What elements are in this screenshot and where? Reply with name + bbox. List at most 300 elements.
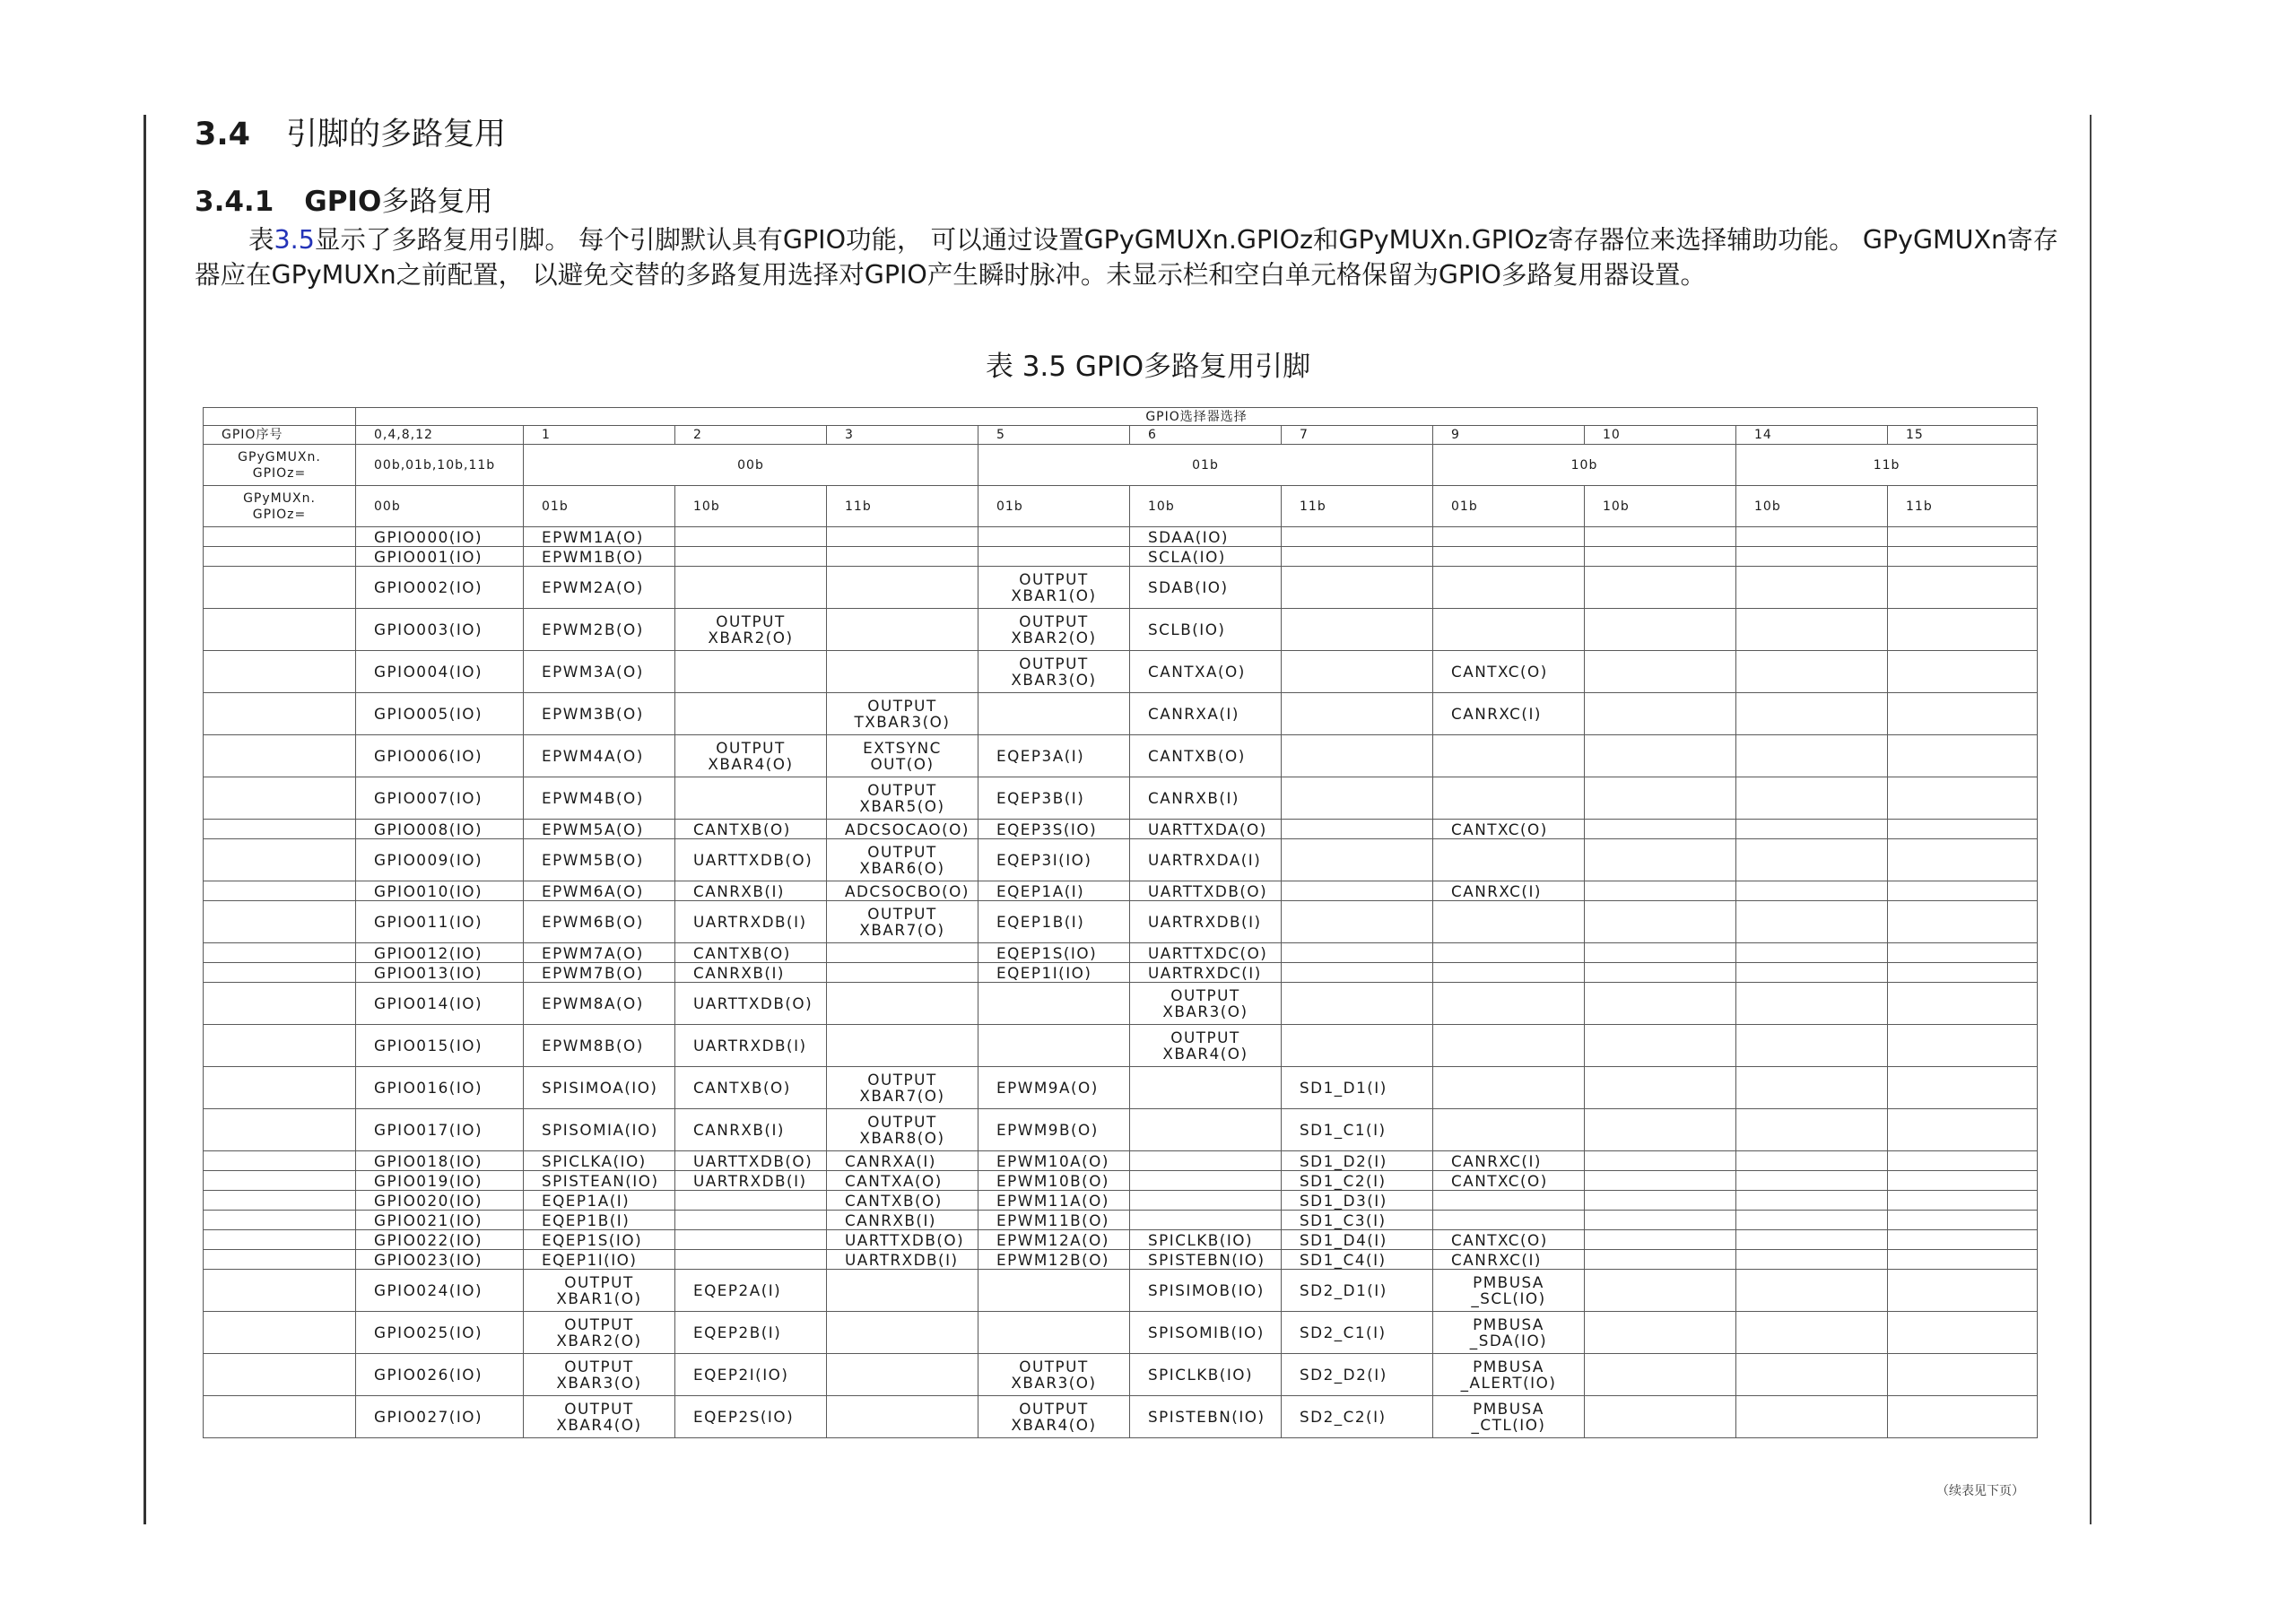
function-cell [1585,567,1736,609]
gpio-name-cell: GPIO024(IO) [356,1270,524,1312]
row-blank-cell [204,983,356,1025]
function-cell [1736,839,1888,881]
table-row [204,651,2038,693]
function-cell [978,1270,1130,1312]
table-row [204,881,2038,901]
function-cell: CANTXA(O) [827,1171,978,1191]
function-cell: EPWM6B(O) [524,901,675,943]
function-cell: EQEP1S(IO) [524,1230,675,1250]
row-blank-cell [204,651,356,693]
gpio-name-cell: GPIO023(IO) [356,1250,524,1270]
function-cell: EPWM10B(O) [978,1171,1130,1191]
function-cell: EPWM10A(O) [978,1151,1130,1171]
function-cell: OUTPUT XBAR4(O) [675,735,827,777]
function-cell [978,693,1130,735]
table-row [204,547,2038,567]
function-cell: UARTRXDB(I) [675,1025,827,1067]
function-cell: EQEP2I(IO) [675,1354,827,1396]
function-cell: EPWM4A(O) [524,735,675,777]
row-blank-cell [204,547,356,567]
function-cell [1585,1025,1736,1067]
table-row [204,1250,2038,1270]
gpio-name-cell: GPIO009(IO) [356,839,524,881]
function-cell [1130,1171,1282,1191]
function-cell: EPWM5A(O) [524,820,675,839]
row-blank-cell [204,1191,356,1211]
function-cell: OUTPUT XBAR6(O) [827,839,978,881]
function-cell: SDAB(IO) [1130,567,1282,609]
function-cell [827,1270,978,1312]
row-blank-cell [204,735,356,777]
function-cell [1585,943,1736,963]
function-cell: ADCSOCBO(O) [827,881,978,901]
mux-cell: 10b [675,486,827,527]
function-cell [1736,1312,1888,1354]
function-cell [827,547,978,567]
function-cell: EQEP1B(I) [978,901,1130,943]
function-cell: UARTTXDB(O) [675,839,827,881]
function-cell: EQEP2B(I) [675,1312,827,1354]
function-cell: OUTPUT XBAR3(O) [524,1354,675,1396]
function-cell [675,567,827,609]
gpio-name-cell: GPIO020(IO) [356,1191,524,1211]
function-cell [1282,820,1433,839]
function-cell: OUTPUT XBAR4(O) [524,1396,675,1438]
function-cell: EPWM2B(O) [524,609,675,651]
function-cell [1282,963,1433,983]
gpio-name-cell: GPIO000(IO) [356,527,524,547]
function-cell [1130,1191,1282,1211]
row-blank-cell [204,901,356,943]
mux-cell: 11b [1888,486,2038,527]
gpio-name-cell: GPIO027(IO) [356,1396,524,1438]
function-cell [1736,963,1888,983]
function-cell: EPWM1B(O) [524,547,675,567]
function-cell [1736,881,1888,901]
function-cell: EQEP3A(I) [978,735,1130,777]
function-cell [1433,1109,1585,1151]
row-blank-cell [204,943,356,963]
function-cell: EQEP3I(IO) [978,839,1130,881]
function-cell [1736,1067,1888,1109]
function-cell [675,547,827,567]
function-cell: SD2_C2(I) [1282,1396,1433,1438]
function-cell: EPWM2A(O) [524,567,675,609]
gpio-name-cell: GPIO022(IO) [356,1230,524,1250]
function-cell [675,651,827,693]
function-cell [1736,943,1888,963]
function-cell: EPWM6A(O) [524,881,675,901]
function-cell [675,1230,827,1250]
function-cell: EQEP3S(IO) [978,820,1130,839]
gpio-name-cell: GPIO013(IO) [356,963,524,983]
function-cell: EPWM11A(O) [978,1191,1130,1211]
function-cell [1130,1109,1282,1151]
table-row [204,839,2038,881]
function-cell [1282,651,1433,693]
index-cell: 9 [1433,426,1585,445]
function-cell [1282,839,1433,881]
function-cell [1736,567,1888,609]
function-cell: EPWM3A(O) [524,651,675,693]
row-blank-cell [204,1312,356,1354]
function-cell: SD1_C3(I) [1282,1211,1433,1230]
table-row [204,983,2038,1025]
function-cell [1888,1312,2038,1354]
row-blank-cell [204,1230,356,1250]
table-reference-link[interactable]: 3.5 [274,225,315,255]
header-blank-cell [204,408,356,426]
function-cell [827,651,978,693]
function-cell [1282,547,1433,567]
function-cell: EPWM3B(O) [524,693,675,735]
row-blank-cell [204,881,356,901]
function-cell: SD1_D3(I) [1282,1191,1433,1211]
function-cell: CANTXC(O) [1433,1171,1585,1191]
function-cell [1736,777,1888,820]
function-cell: SPISTEBN(IO) [1130,1250,1282,1270]
function-cell: OUTPUT XBAR3(O) [978,1354,1130,1396]
function-cell: SPISTEAN(IO) [524,1171,675,1191]
gpio-name-cell: GPIO015(IO) [356,1025,524,1067]
left-margin-rule [144,115,146,1524]
function-cell: UARTTXDA(O) [1130,820,1282,839]
index-label-cell: GPIO序号 [204,426,356,445]
function-cell: CANTXC(O) [1433,651,1585,693]
function-cell [1888,1250,2038,1270]
function-cell [978,547,1130,567]
function-cell: CANRXA(I) [827,1151,978,1171]
function-cell: EPWM12A(O) [978,1230,1130,1250]
row-blank-cell [204,1396,356,1438]
function-cell [1433,1211,1585,1230]
table-row [204,1211,2038,1230]
function-cell [1888,1396,2038,1438]
function-cell [1282,567,1433,609]
function-cell: CANRXB(I) [1130,777,1282,820]
function-cell: UARTRXDC(I) [1130,963,1282,983]
function-cell [827,943,978,963]
row-blank-cell [204,1171,356,1191]
function-cell: CANRXA(I) [1130,693,1282,735]
function-cell: EPWM7B(O) [524,963,675,983]
function-cell: EPWM9B(O) [978,1109,1130,1151]
table-row [204,1312,2038,1354]
function-cell [1736,1270,1888,1312]
index-cell: 1 [524,426,675,445]
function-cell: EPWM9A(O) [978,1067,1130,1109]
function-cell: CANRXC(I) [1433,881,1585,901]
function-cell [1888,1025,2038,1067]
function-cell: UARTRXDB(I) [675,1171,827,1191]
gmux-row [204,445,2038,486]
mux-cell: 10b [1736,486,1888,527]
function-cell [1888,901,2038,943]
function-cell [1888,1067,2038,1109]
function-cell: UARTTXDB(O) [675,1151,827,1171]
function-cell: CANRXB(I) [827,1211,978,1230]
function-cell [827,609,978,651]
function-cell [1585,1171,1736,1191]
function-cell [827,527,978,547]
function-cell [1736,1191,1888,1211]
function-cell: EQEP1I(IO) [978,963,1130,983]
function-cell [675,1211,827,1230]
row-blank-cell [204,963,356,983]
function-cell [1433,735,1585,777]
function-cell: SPISIMOB(IO) [1130,1270,1282,1312]
function-cell [1433,1025,1585,1067]
table-row [204,527,2038,547]
function-cell: EQEP3B(I) [978,777,1130,820]
function-cell: SD2_D1(I) [1282,1270,1433,1312]
function-cell [1433,963,1585,983]
row-blank-cell [204,777,356,820]
function-cell: CANTXC(O) [1433,820,1585,839]
table-row [204,901,2038,943]
function-cell [1282,901,1433,943]
gpio-name-cell: GPIO025(IO) [356,1312,524,1354]
function-cell [1585,1191,1736,1211]
gpio-name-cell: GPIO002(IO) [356,567,524,609]
row-blank-cell [204,820,356,839]
function-cell: UARTTXDB(O) [675,983,827,1025]
mux-cell: 01b [524,486,675,527]
function-cell [1130,1151,1282,1171]
function-cell [1736,609,1888,651]
right-margin-rule [2090,115,2092,1524]
gpio-name-cell: GPIO004(IO) [356,651,524,693]
function-cell: EQEP1A(I) [978,881,1130,901]
function-cell: SPISOMIB(IO) [1130,1312,1282,1354]
function-cell [1585,839,1736,881]
function-cell [1736,983,1888,1025]
function-cell [1585,1250,1736,1270]
paragraph-part2: 显示了多路复用引脚。 每个引脚默认具有GPIO功能， 可以通过设置GPyGMUXn.GPIOz和GPyMUXn.GPIOz寄存器位来选择辅助功能。 GPyGMUXn寄存器应在GPyMUXn之前配置， 以避免交替的多路复用选择对GPIO产生瞬时脉冲。未显示栏和空白单元格保留为GPIO多路复用器设置。 [195,225,2059,290]
function-cell [1433,983,1585,1025]
table-row [204,735,2038,777]
function-cell: SCLA(IO) [1130,547,1282,567]
gmux-group-cell: 10b [1433,445,1736,486]
function-cell [1888,693,2038,735]
function-cell: CANRXC(I) [1433,693,1585,735]
subsection-title-bold: GPIO [304,186,382,218]
index-cell: 5 [978,426,1130,445]
row-blank-cell [204,1211,356,1230]
paragraph-part1: 表 [248,225,274,255]
mux-cell: 11b [827,486,978,527]
function-cell: CANRXC(I) [1433,1151,1585,1171]
gpio-mux-table [203,407,2038,1438]
function-cell [1282,943,1433,963]
row-blank-cell [204,609,356,651]
super-header-row [204,408,2038,426]
subsection-title-rest: 多路复用 [381,186,493,218]
table-row [204,1270,2038,1312]
function-cell: SPICLKA(IO) [524,1151,675,1171]
function-cell: CANTXB(O) [1130,735,1282,777]
mux-cell: 00b [356,486,524,527]
function-cell: SD1_D2(I) [1282,1151,1433,1171]
function-cell: EPWM12B(O) [978,1250,1130,1270]
function-cell [1888,963,2038,983]
function-cell [675,1250,827,1270]
function-cell [1736,1025,1888,1067]
function-cell [1736,1171,1888,1191]
function-cell: SD1_C1(I) [1282,1109,1433,1151]
gmux-first-cell: 00b,01b,10b,11b [356,445,524,486]
function-cell [1888,1109,2038,1151]
table-row [204,777,2038,820]
function-cell: PMBUSA _SCL(IO) [1433,1270,1585,1312]
function-cell [1888,1270,2038,1312]
table-row [204,1067,2038,1109]
function-cell: SPISIMOA(IO) [524,1067,675,1109]
function-cell: SCLB(IO) [1130,609,1282,651]
function-cell [1585,777,1736,820]
gpio-name-cell: GPIO018(IO) [356,1151,524,1171]
function-cell: OUTPUT XBAR3(O) [1130,983,1282,1025]
function-cell: CANRXC(I) [1433,1250,1585,1270]
mux-cell: 11b [1282,486,1433,527]
function-cell: OUTPUT XBAR2(O) [978,609,1130,651]
function-cell: UARTRXDB(I) [1130,901,1282,943]
table-row [204,1025,2038,1067]
row-blank-cell [204,1270,356,1312]
function-cell: PMBUSA _ALERT(IO) [1433,1354,1585,1396]
function-cell [827,983,978,1025]
function-cell: OUTPUT XBAR3(O) [978,651,1130,693]
function-cell [1888,839,2038,881]
function-cell: SPICLKB(IO) [1130,1230,1282,1250]
function-cell [1585,983,1736,1025]
table-row [204,1109,2038,1151]
index-cell: 3 [827,426,978,445]
function-cell: UARTTXDC(O) [1130,943,1282,963]
section-title: 引脚的多路复用 [286,117,507,152]
function-cell: CANRXB(I) [675,1109,827,1151]
function-cell: OUTPUT XBAR5(O) [827,777,978,820]
function-cell [1433,777,1585,820]
function-cell: CANTXA(O) [1130,651,1282,693]
mux-row [204,486,2038,527]
function-cell [1585,881,1736,901]
function-cell: EQEP2A(I) [675,1270,827,1312]
gpio-name-cell: GPIO017(IO) [356,1109,524,1151]
mux-cell: 01b [978,486,1130,527]
function-cell [1736,1109,1888,1151]
function-cell [1888,547,2038,567]
function-cell: UARTRXDB(I) [675,901,827,943]
function-cell [1282,777,1433,820]
row-blank-cell [204,1354,356,1396]
function-cell [1585,651,1736,693]
function-cell: CANTXB(O) [675,1067,827,1109]
gpio-name-cell: GPIO001(IO) [356,547,524,567]
function-cell [1585,693,1736,735]
gpio-name-cell: GPIO005(IO) [356,693,524,735]
table-row [204,609,2038,651]
gpio-name-cell: GPIO014(IO) [356,983,524,1025]
table-row [204,943,2038,963]
function-cell: OUTPUT XBAR8(O) [827,1109,978,1151]
gpio-name-cell: GPIO003(IO) [356,609,524,651]
table-row [204,1151,2038,1171]
super-header-cell: GPIO选择器选择 [356,408,2038,426]
function-cell: UARTTXDB(O) [1130,881,1282,901]
subsection-heading [195,178,492,219]
function-cell: EQEP1S(IO) [978,943,1130,963]
function-cell [827,1396,978,1438]
function-cell: CANTXC(O) [1433,1230,1585,1250]
function-cell: EQEP1I(IO) [524,1250,675,1270]
function-cell [978,1312,1130,1354]
row-blank-cell [204,527,356,547]
index-cell: 10 [1585,426,1736,445]
gpio-name-cell: GPIO007(IO) [356,777,524,820]
row-blank-cell [204,693,356,735]
function-cell [1736,1211,1888,1230]
function-cell [1888,777,2038,820]
row-blank-cell [204,1025,356,1067]
function-cell: PMBUSA _SDA(IO) [1433,1312,1585,1354]
function-cell: UARTRXDA(I) [1130,839,1282,881]
function-cell [1736,901,1888,943]
function-cell [1736,1354,1888,1396]
function-cell [1585,547,1736,567]
index-cell: 15 [1888,426,2038,445]
function-cell [1433,1067,1585,1109]
function-cell: CANTXB(O) [827,1191,978,1211]
function-cell [1585,901,1736,943]
function-cell: SD1_C2(I) [1282,1171,1433,1191]
function-cell [1130,1211,1282,1230]
function-cell [1585,1354,1736,1396]
function-cell [1282,1025,1433,1067]
subsection-number: 3.4.1 [195,186,274,218]
function-cell: SPICLKB(IO) [1130,1354,1282,1396]
function-cell: EQEP1B(I) [524,1211,675,1230]
function-cell [1888,651,2038,693]
function-cell [1585,609,1736,651]
index-cell: 0,4,8,12 [356,426,524,445]
function-cell: EPWM8A(O) [524,983,675,1025]
gpio-name-cell: GPIO006(IO) [356,735,524,777]
gpio-name-cell: GPIO008(IO) [356,820,524,839]
index-cell: 14 [1736,426,1888,445]
function-cell: OUTPUT XBAR2(O) [524,1312,675,1354]
function-cell: EQEP2S(IO) [675,1396,827,1438]
index-cell: 6 [1130,426,1282,445]
function-cell: OUTPUT XBAR1(O) [524,1270,675,1312]
gmux-label-cell: GPyGMUXn. GPIOz= [204,445,356,486]
function-cell [1888,943,2038,963]
function-cell [1888,567,2038,609]
function-cell: OUTPUT TXBAR3(O) [827,693,978,735]
function-cell [1888,983,2038,1025]
function-cell: SPISTEBN(IO) [1130,1396,1282,1438]
row-blank-cell [204,567,356,609]
function-cell [1736,547,1888,567]
mux-cell: 10b [1130,486,1282,527]
index-row [204,426,2038,445]
function-cell [827,1354,978,1396]
function-cell [1433,609,1585,651]
function-cell [827,567,978,609]
function-cell [827,963,978,983]
table-caption: 表 3.5 GPIO多路复用引脚 [985,351,1311,383]
function-cell [978,983,1130,1025]
